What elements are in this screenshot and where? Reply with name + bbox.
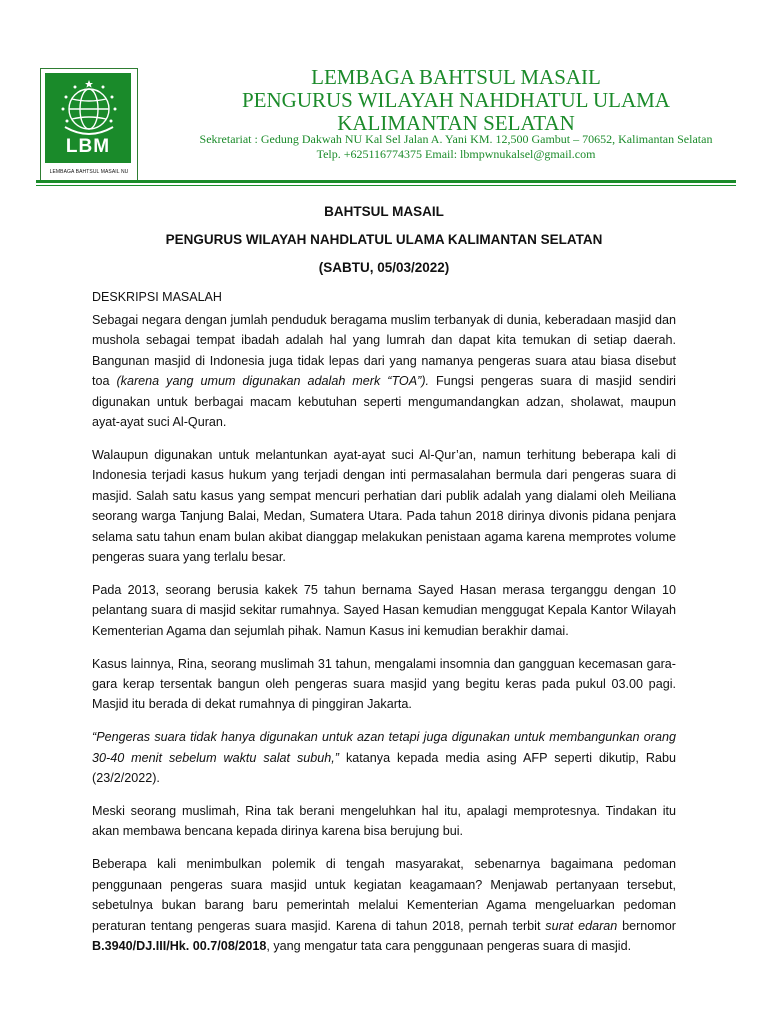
org-line-2: PENGURUS WILAYAH NAHDHATUL ULAMA — [242, 88, 670, 112]
paragraph-1: Sebagai negara dengan jumlah penduduk beragama muslim terbanyak di dunia, keberadaan masjid dan mushola sebagai tempat ibadah adalah hal yang lumrah dan dapat kita temukan di setiap daerah. Bangunan masjid di Indonesia juga tidak lepas dari yang namanya pengeras suara atau biasa disebut toa (karena yang umum digunakan adalah merk “TOA”). Fungsi pengeras suara di masjid sendiri digunakan untuk berbagai macam kebutuhan seperti mengumandangkan adzan, sholawat, maupun ayat-ayat suci Al-Quran. — [92, 313, 676, 430]
document-title: BAHTSUL MASAIL — [324, 204, 444, 219]
paragraph-2: Walaupun digunakan untuk melantunkan ayat-ayat suci Al-Qur’an, namun terhitung beberapa kali di Indonesia terjadi kasus hukum yang terjadi dengan inti permasalahan bermula dari pengeras suara di masjid. Salah satu kasus yang sempat mencuri perhatian dari publik adalah yang dialami oleh Meiliana seorang warga Tanjung Balai, Medan, Sumatera Utara. Pada tahun 2018 dirinya divonis pidana penjara selama satu tahun enam bulan akibat dianggap melakukan penistaan agama karena memprotes volume pengeras suara yang terlalu besar. — [92, 447, 676, 564]
paragraph-5: “Pengeras suara tidak hanya digunakan untuk azan tetapi juga digunakan untuk membangunkan orang 30-40 menit sebelum waktu salat subuh,” katanya kepada media asing AFP seperti dikutip, Rabu (23/2/2022). — [92, 730, 676, 786]
paragraph-7: Beberapa kali menimbulkan polemik di tengah masyarakat, sebenarnya bagaimana pedoman penggunaan pengeras suara masjid untuk kegiatan keagamaan? Menjawab pertanyaan tersebut, sebetulnya bukan barang baru pemerintah melalui Kementerian Agama mengeluarkan pedoman peraturan tentang pengeras suara masjid. Karena di tahun 2018, pernah terbit surat edaran bernomor B.3940/DJ.III/Hk. 00.7/08/2018, yang mengatur tata cara penggunaan pengeras suara di masjid. — [92, 857, 676, 953]
contact-info: Telp. +625116774375 Email: lbmpwnukalsel@gmail.com — [316, 147, 596, 161]
organization-name — [166, 66, 746, 135]
paragraph-6: Meski seorang muslimah, Rina tak berani mengeluhkan hal itu, apalagi memprotesnya. Tindakan itu akan membawa bencana kepada dirinya karena bisa berujung bui. — [92, 804, 676, 839]
logo-letters: LBM — [65, 136, 111, 157]
org-line-1: LEMBAGA BAHTSUL MASAIL — [311, 65, 601, 89]
header-rule-thick — [36, 180, 736, 183]
document-subtitle: PENGURUS WILAYAH NAHDLATUL ULAMA KALIMANTAN SELATAN — [165, 232, 603, 247]
header-rule-thin — [36, 185, 736, 186]
section-label: DESKRIPSI MASALAH — [92, 290, 222, 304]
paragraph-4: Kasus lainnya, Rina, seorang muslimah 31 tahun, mengalami insomnia dan gangguan kecemasan gara-gara kerap tersentak bangun oleh pengeras suara masjid yang begitu keras pada pukul 03.00 pagi. Masjid itu berada di dekat rumahnya di pinggiran Jakarta. — [92, 656, 676, 712]
org-line-3: KALIMANTAN SELATAN — [337, 111, 575, 135]
document-date: (SABTU, 05/03/2022) — [318, 260, 450, 275]
lbm-logo — [40, 68, 138, 182]
body-text — [92, 310, 676, 956]
letterhead — [36, 62, 736, 192]
secretariat-address: Sekretariat : Gedung Dakwah NU Kal Sel Jalan A. Yani KM. 12,500 Gambut – 70652, Kalimantan Selatan — [199, 132, 713, 146]
logo-caption: LEMBAGA BAHTSUL MASAIL NU — [49, 169, 129, 175]
paragraph-3: Pada 2013, seorang berusia kakek 75 tahun bernama Sayed Hasan merasa terganggu dengan 10 pelantang suara di masjid sekitar rumahnya. Sayed Hasan kemudian menggugat Kepala Kantor Wilayah Kementerian Agama dan sejumlah pihak. Namun Kasus ini kemudian berakhir damai. — [92, 582, 676, 638]
address-block — [166, 132, 746, 162]
